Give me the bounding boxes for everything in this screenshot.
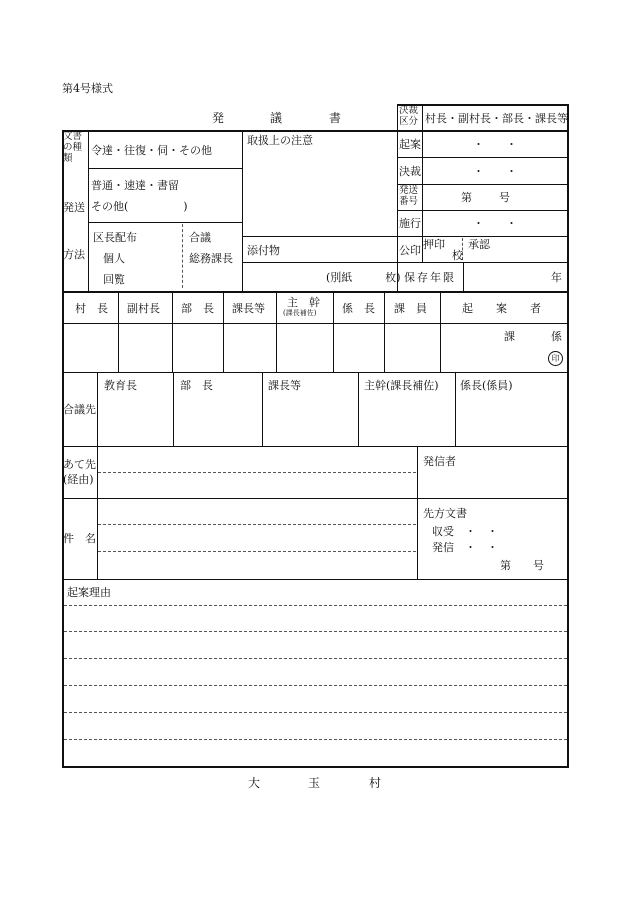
sakikata-juju: 収受 ・ ・: [432, 525, 498, 538]
tenpu-detail: (別紙 枚): [326, 271, 401, 284]
shiko-date: ・ ・: [473, 217, 517, 230]
sakikata-go: 号: [533, 559, 544, 572]
hoho-label: 方法: [63, 248, 85, 261]
hasso-options-2: その他( ): [91, 200, 188, 213]
aigisaki-bucho: 部 長: [180, 379, 213, 392]
hozon-label: 保存年限: [404, 271, 456, 284]
toriatsukai-label: 取扱上の注意: [247, 134, 313, 147]
hasso-options-1: 普通・速達・書留: [91, 179, 179, 192]
ouin-label: 押印: [423, 238, 445, 251]
kenmei-label: 件 名: [63, 532, 96, 545]
village-char-1: 大: [248, 776, 261, 790]
sakikata-dai: 第: [500, 559, 511, 572]
kessai-date: ・ ・: [473, 165, 517, 178]
title-char-1: 発: [212, 111, 225, 125]
aigi-label: 合議: [189, 231, 211, 244]
bango-go: 号: [499, 191, 510, 204]
kairan-label: 回覧: [103, 273, 125, 286]
bunsho-label-3: 類: [63, 153, 73, 164]
title-char-2: 議: [270, 111, 283, 125]
shonin-label: 承認: [468, 238, 490, 251]
bango-dai: 第: [461, 191, 472, 204]
kessai-label: 決裁: [399, 165, 421, 178]
kojin-label: 個人: [103, 252, 125, 265]
hozon-nen: 年: [551, 271, 562, 284]
approver-shukan: 主 幹: [287, 296, 320, 309]
kian-label: 起案: [399, 138, 421, 151]
approver-soncho: 村 長: [75, 302, 108, 315]
atesaki-label-2: (経由): [63, 473, 94, 486]
aigisaki-kyoikucho: 教育長: [104, 379, 137, 392]
hasshinsha-label: 発信者: [423, 455, 456, 468]
approver-kain: 課 員: [394, 302, 427, 315]
bunsho-label-2: の種: [63, 142, 83, 153]
haifu-label: 区長配布: [93, 231, 137, 244]
bunsho-options: 令達・往復・伺・その他: [91, 144, 212, 157]
bango-label-2: 番号: [399, 196, 419, 207]
koin-label: 公印: [399, 244, 421, 257]
aigisaki-label: 合議先: [63, 403, 96, 416]
title-char-3: 書: [329, 111, 342, 125]
shiko-label: 施行: [399, 217, 421, 230]
kou-label: 校: [452, 249, 463, 262]
somu-label: 総務課長: [189, 252, 233, 265]
kian-date: ・ ・: [473, 138, 517, 151]
sakikata-title: 先方文書: [423, 507, 467, 520]
form-number: 第4号様式: [62, 82, 113, 95]
approver-fukusoncho: 副村長: [127, 302, 160, 315]
kian-riyu-label: 起案理由: [67, 586, 111, 599]
kian-sha-label: 起 案 者: [462, 302, 547, 315]
atesaki-label-1: あて先: [63, 458, 96, 471]
aigisaki-kakaricho: 係長(係員): [460, 379, 513, 392]
bunsho-label-1: 文書: [63, 131, 83, 142]
aigisaki-kachoto: 課長等: [268, 379, 301, 392]
approver-kakaricho: 係 長: [342, 302, 375, 315]
village-char-2: 玉: [308, 776, 321, 790]
decision-label-1: 決裁: [399, 105, 419, 116]
seal-icon: 印: [548, 351, 563, 366]
hasso-label: 発送: [63, 201, 85, 214]
decision-label-2: 区分: [399, 116, 419, 127]
approver-shukan-sub: (課長補佐): [283, 309, 317, 317]
village-char-3: 村: [369, 776, 382, 790]
ka-label: 課: [504, 330, 515, 343]
tenpu-label: 添付物: [247, 244, 280, 257]
approver-bucho: 部 長: [181, 302, 214, 315]
sakikata-hasshin: 発信 ・ ・: [432, 541, 498, 554]
kakari-label: 係: [551, 330, 562, 343]
aigisaki-shukan: 主幹(課長補佐): [364, 379, 439, 392]
approver-kachoto: 課長等: [232, 302, 265, 315]
decision-options: 村長・副村長・部長・課長等: [425, 112, 568, 125]
bango-label-1: 発送: [399, 185, 419, 196]
